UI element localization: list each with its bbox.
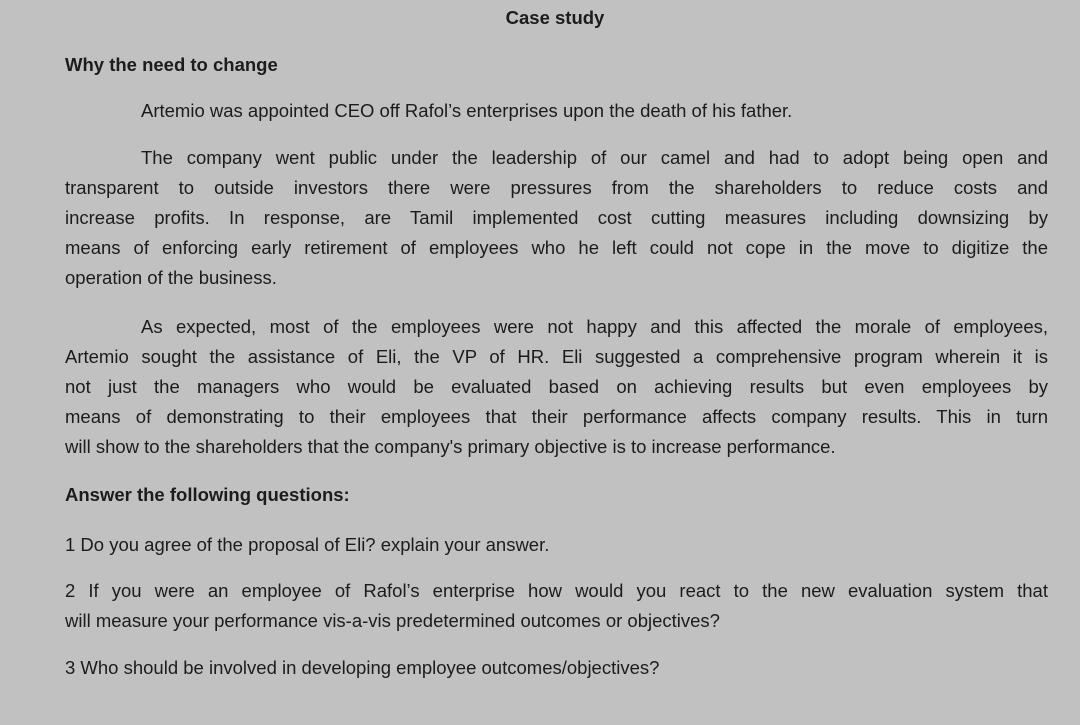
paragraph-line: means of demonstrating to their employees that their performance affects company results. This in turn <box>65 406 1048 427</box>
document-title: Case study <box>505 7 605 28</box>
paragraph-line: operation of the business. <box>65 267 277 288</box>
question-3 <box>65 653 1048 683</box>
question-1 <box>65 530 1048 560</box>
question-line: will measure your performance vis-a-vis predetermined outcomes or objectives? <box>65 610 720 631</box>
paragraph-line: Artemio sought the assistance of Eli, the VP of HR. Eli suggested a comprehensive program wherein it is <box>65 346 1048 367</box>
section-heading <box>65 50 1048 80</box>
paragraph-line: increase profits. In response, are Tamil implemented cost cutting measures including downsizing by <box>65 207 1048 228</box>
paragraph-line: not just the managers who would be evaluated based on achieving results but even employees by <box>65 376 1048 397</box>
paragraph-line: As expected, most of the employees were not happy and this affected the morale of employees, <box>141 316 1048 337</box>
paragraph-2 <box>65 143 1048 293</box>
paragraph-line: will show to the shareholders that the company's primary objective is to increase performance. <box>65 436 836 457</box>
questions-heading-text: Answer the following questions: <box>65 484 350 505</box>
paragraph-line: The company went public under the leadership of our camel and had to adopt being open and <box>141 147 1048 168</box>
questions-heading <box>65 480 1048 510</box>
paragraph-line: means of enforcing early retirement of employees who he left could not cope in the move to digitize the <box>65 237 1048 258</box>
paragraph-line: transparent to outside investors there were pressures from the shareholders to reduce costs and <box>65 177 1048 198</box>
question-line: 2 If you were an employee of Rafol’s enterprise how would you react to the new evaluation system that <box>65 580 1048 601</box>
paragraph-3 <box>65 312 1048 462</box>
question-2 <box>65 576 1048 636</box>
heading-text: Why the need to change <box>65 54 278 75</box>
paragraph-line: Artemio was appointed CEO off Rafol’s enterprises upon the death of his father. <box>141 100 793 121</box>
question-line: 1 Do you agree of the proposal of Eli? explain your answer. <box>65 534 550 555</box>
question-line: 3 Who should be involved in developing employee outcomes/objectives? <box>65 657 660 678</box>
paragraph-1 <box>65 96 1048 126</box>
